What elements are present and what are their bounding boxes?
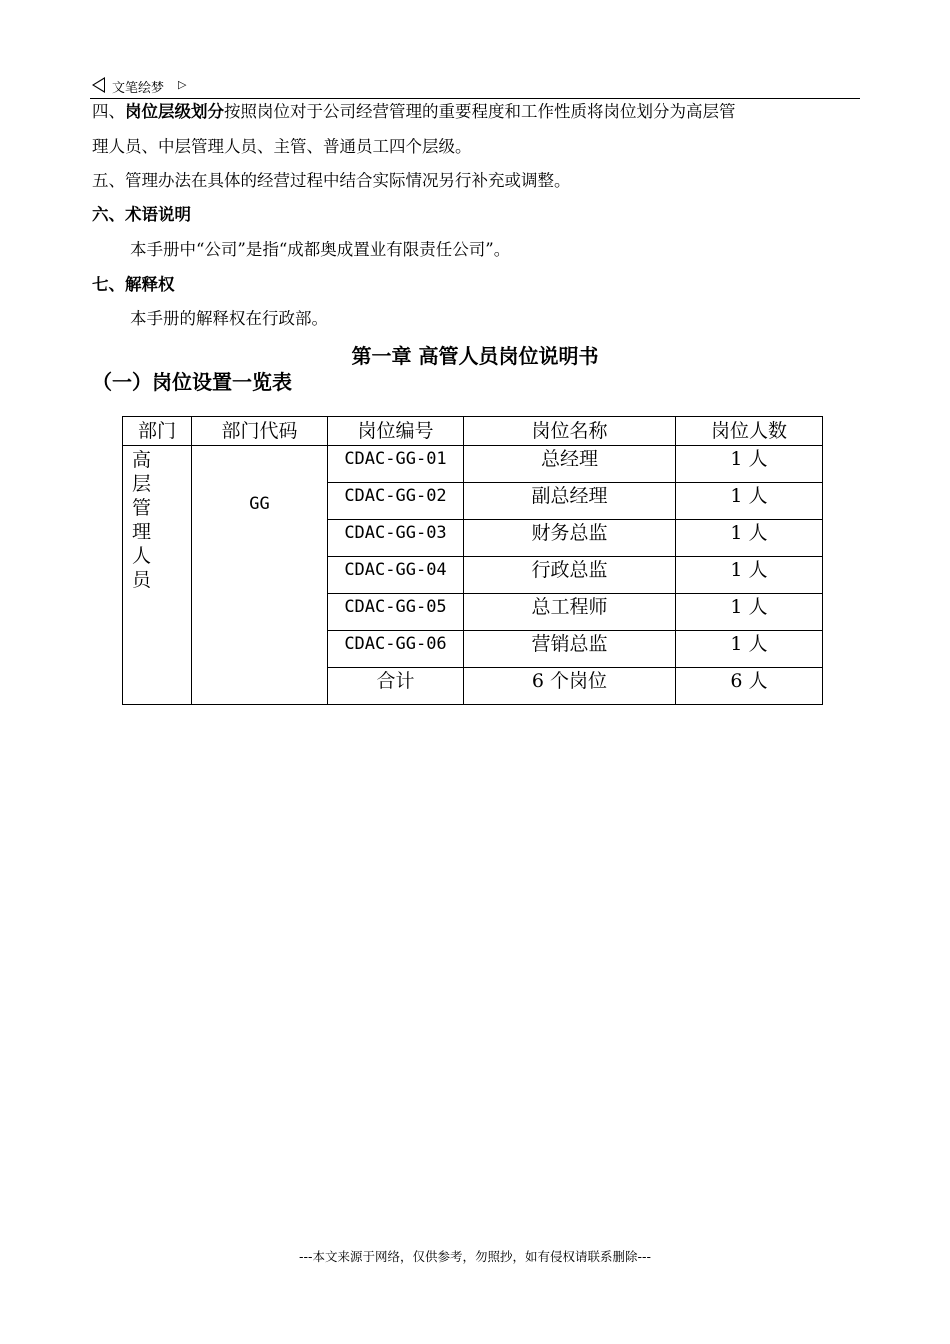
- department-code: GG: [249, 494, 270, 514]
- position-count: 1 人: [676, 520, 823, 557]
- position-number: CDAC-GG-02: [328, 483, 464, 520]
- position-count: 1 人: [676, 483, 823, 520]
- section-title: （一）岗位设置一览表: [92, 370, 292, 394]
- paragraph-6: 本手册中“公司”是指“成都奥成置业有限责任公司”。: [130, 240, 511, 259]
- header-brand: 文笔绘梦: [112, 81, 165, 96]
- paragraph-4-text: 按照岗位对于公司经营管理的重要程度和工作性质将岗位划分为高层管: [224, 102, 736, 121]
- paragraph-4-line2: 理人员、中层管理人员、主管、普通员工四个层级。: [92, 137, 472, 156]
- total-positions: 6 个岗位: [464, 668, 676, 705]
- position-number: CDAC-GG-04: [328, 557, 464, 594]
- paragraph-7: 本手册的解释权在行政部。: [130, 309, 328, 328]
- table-row: [123, 446, 823, 483]
- page-footer: ---本文来源于网络，仅供参考，勿照抄，如有侵权请联系删除---: [298, 1249, 652, 1264]
- header-position-name: 岗位名称: [464, 417, 676, 446]
- department-name: 高层管理人员: [132, 449, 152, 591]
- department-cell: [123, 446, 192, 705]
- paragraph-4-prefix: 四、: [92, 102, 125, 121]
- position-count: 1 人: [676, 594, 823, 631]
- position-name: 总工程师: [464, 594, 676, 631]
- chapter-title: 第一章 高管人员岗位说明书: [351, 344, 599, 368]
- position-number: CDAC-GG-01: [328, 446, 464, 483]
- position-name: 副总经理: [464, 483, 676, 520]
- left-triangle-icon: [92, 77, 105, 93]
- position-number: CDAC-GG-03: [328, 520, 464, 557]
- position-number: CDAC-GG-05: [328, 594, 464, 631]
- heading-7: 七、解释权: [92, 275, 175, 294]
- header-position-number: 岗位编号: [328, 417, 464, 446]
- position-count: 1 人: [676, 557, 823, 594]
- paragraph-5: 五、管理办法在具体的经营过程中结合实际情况另行补充或调整。: [92, 171, 571, 190]
- heading-6: 六、术语说明: [92, 205, 191, 224]
- header-department: 部门: [123, 417, 192, 446]
- paragraph-4-line1: [92, 95, 736, 129]
- table-header-row: [123, 417, 823, 446]
- paragraph-4-bold-term: 岗位层级划分: [125, 102, 224, 121]
- positions-table: [122, 416, 823, 705]
- position-count: 1 人: [676, 631, 823, 668]
- total-count: 6 人: [676, 668, 823, 705]
- header-position-count: 岗位人数: [676, 417, 823, 446]
- right-triangle-icon: ▷: [178, 78, 187, 91]
- total-label: 合计: [328, 668, 464, 705]
- position-name: 财务总监: [464, 520, 676, 557]
- position-number: CDAC-GG-06: [328, 631, 464, 668]
- position-name: 行政总监: [464, 557, 676, 594]
- position-name: 营销总监: [464, 631, 676, 668]
- position-name: 总经理: [464, 446, 676, 483]
- department-code-cell: [192, 446, 328, 705]
- position-count: 1 人: [676, 446, 823, 483]
- header-department-code: 部门代码: [192, 417, 328, 446]
